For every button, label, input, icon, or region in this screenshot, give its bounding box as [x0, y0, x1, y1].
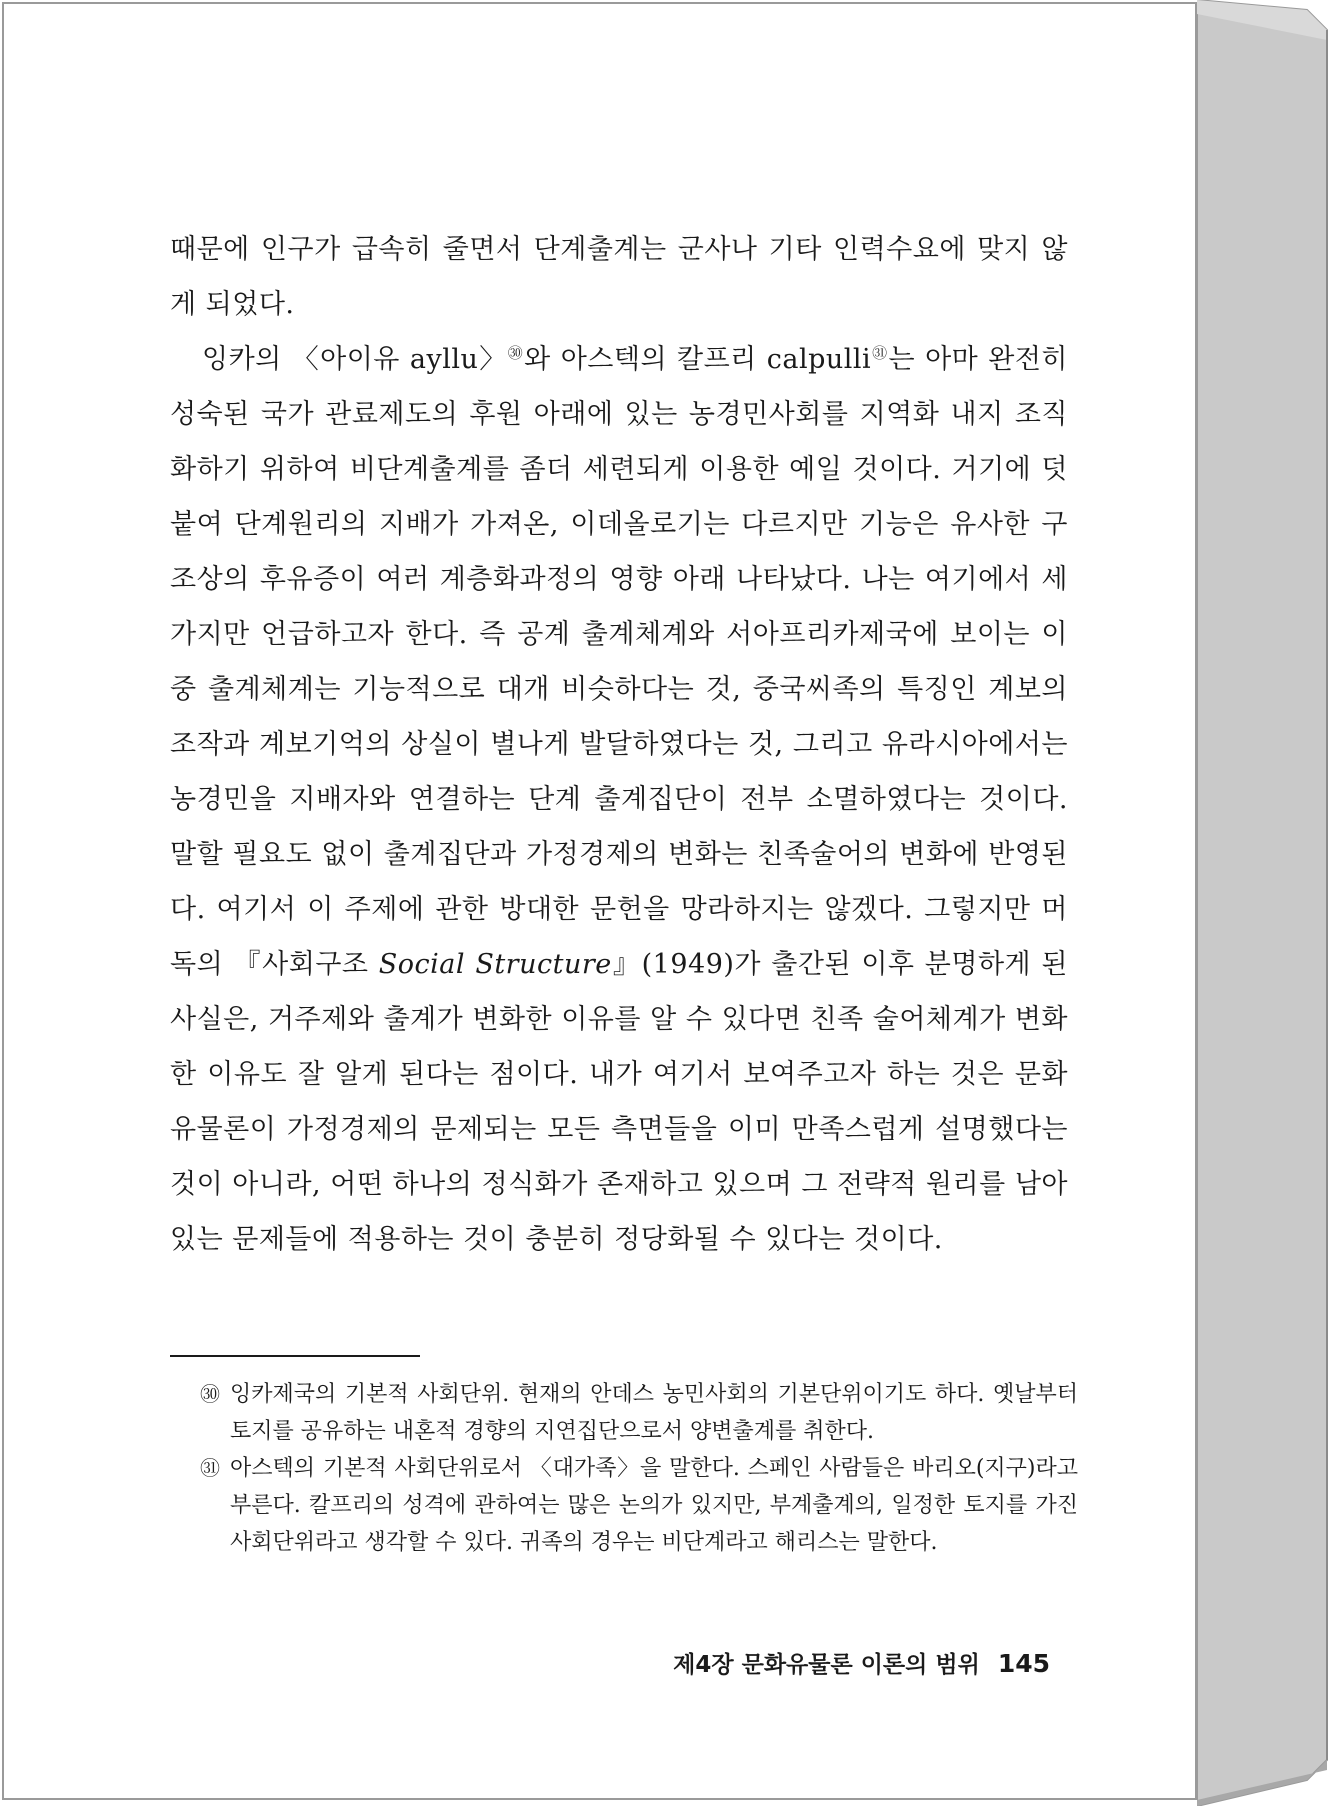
- footnote-ref-30[interactable]: ㉚: [507, 344, 525, 362]
- footnote-text: 아스텍의 기본적 사회단위로서 〈대가족〉을 말한다. 스페인 사람들은 바리오(지구)라고 부른다. 칼프리의 성격에 관하여는 많은 논의가 있지만, 부계출계의, 일정한 토지를 가진 사회단위라고 생각할 수 있다. 귀족의 경우는 비단계라고 해리스는 말한다.: [230, 1456, 1078, 1555]
- footnote-30: [200, 1376, 1078, 1450]
- footnotes: [200, 1376, 1078, 1561]
- paragraph-main: [170, 332, 1068, 1267]
- running-footer: [650, 1646, 1050, 1679]
- page-number: 145: [997, 1649, 1050, 1678]
- book-spine-edge: [1197, 0, 1331, 1806]
- footnote-31: [200, 1450, 1078, 1561]
- book-title-italic: Social Structure: [378, 949, 612, 980]
- paragraph-text: 는 아마 완전히 성숙된 국가 관료제도의 후원 아래에 있는 농경민사회를 지역화 내지 조직화하기 위하여 비단계출계를 좀더 세련되게 이용한 예일 것이다. 거기에 덧붙여 단계원리의 지배가 가져온, 이데올로기는 다르지만 기능은 유사한 구조상의 후유증이 여러 계층화과정의 영향 아래 나타났다. 나는 여기에서 세 가지만 언급하고자 한다. 즉 공계 출계체계와 서아프리카제국에 보이는 이중 출계체계는 기능적으로 대개 비슷하다는 것, 중국씨족의 특징인 계보의 조작과 계보기억의 상실이 별나게 발달하였다는 것, 그리고 유라시아에서는 농경민을 지배자와 연결하는 단계 출계집단이 전부 소멸하였다는 것이다. 말할 필요도 없이 출계집단과 가정경제의 변화는 친족술어의 변화에 반영된다. 여기서 이 주제에 관한 방대한 문헌을 망라하지는 않겠다. 그렇지만 머독의 『사회구조: [170, 344, 1068, 980]
- footnote-number: ㉛: [200, 1456, 220, 1480]
- footnote-ref-31[interactable]: ㉛: [871, 344, 889, 362]
- footnote-separator: [170, 1355, 420, 1357]
- footnote-text: 잉카제국의 기본적 사회단위. 현재의 안데스 농민사회의 기본단위이기도 하다. 옛날부터 토지를 공유하는 내혼적 경향의 지연집단으로서 양변출계를 취한다.: [230, 1382, 1078, 1444]
- paragraph-text: 』(1949)가 출간된 이후 분명하게 된 사실은, 거주제와 출계가 변화한 이유를 알 수 있다면 친족 술어체계가 변화한 이유도 잘 알게 된다는 점이다. 내가 여기서 보여주고자 하는 것은 문화유물론이 가정경제의 문제되는 모든 측면들을 이미 만족스럽게 설명했다는 것이 아니라, 어떤 하나의 정식화가 존재하고 있으며 그 전략적 원리를 남아 있는 문제들에 적용하는 것이 충분히 정당화될 수 있다는 것이다.: [170, 949, 1068, 1255]
- footnote-number: ㉚: [200, 1382, 220, 1406]
- paragraph-text: 와 아스텍의 칼프리 calpulli: [524, 344, 872, 375]
- main-text: [170, 222, 1068, 1267]
- paragraph-continued: 때문에 인구가 급속히 줄면서 단계출계는 군사나 기타 인력수요에 맞지 않게 되었다.: [170, 234, 1068, 320]
- paragraph-text: 잉카의 〈아이유 ayllu〉: [202, 344, 508, 375]
- chapter-title: 제4장 문화유물론 이론의 범위: [673, 1652, 980, 1678]
